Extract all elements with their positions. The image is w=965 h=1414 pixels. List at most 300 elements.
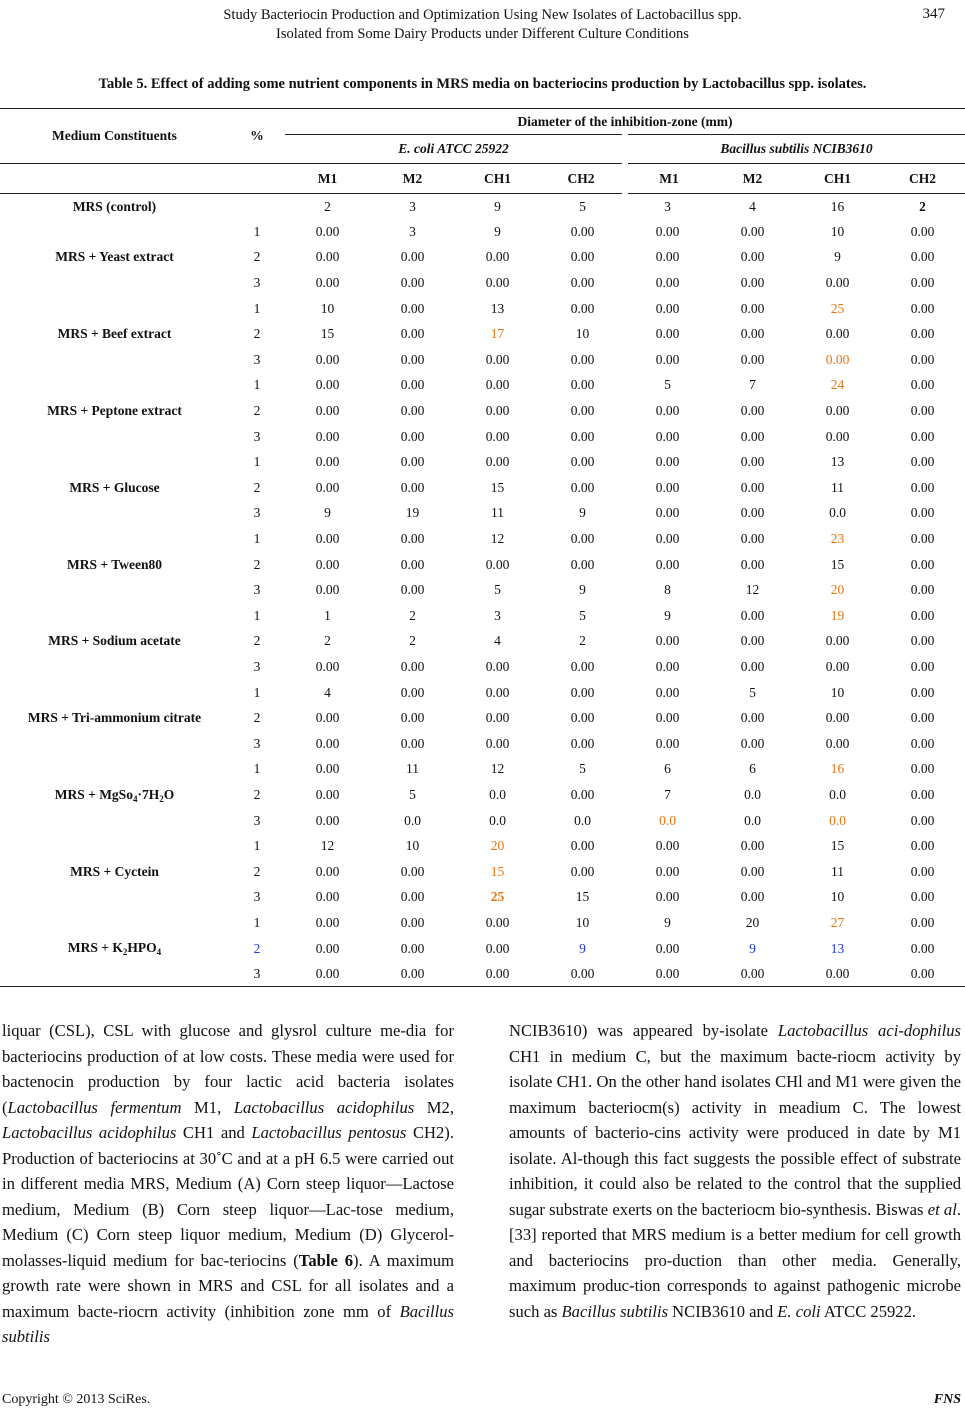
cell-value: 0.00 <box>825 351 850 367</box>
cell-value: 20 <box>830 582 845 598</box>
percent-cell: 3 <box>253 505 261 521</box>
percent-cell: 2 <box>253 249 261 265</box>
percent-cell: 1 <box>253 838 261 854</box>
cell-value: 20 <box>490 838 505 854</box>
cell-value: 13 <box>830 940 845 956</box>
percent-cell: 1 <box>253 377 261 393</box>
cell-value: 0.00 <box>910 582 935 598</box>
cell-value: 0.00 <box>655 300 680 316</box>
cell-value: 0.00 <box>315 735 340 751</box>
medium-name: MRS + $K_2HPO_4$ <box>0 910 229 987</box>
cell-value: 0.00 <box>655 249 680 265</box>
cell-value: 15 <box>320 326 335 342</box>
percent-cell: 3 <box>229 961 285 987</box>
cell-value: 7 <box>749 377 756 393</box>
cell-value: 16 <box>830 761 845 777</box>
percent-cell: 3 <box>253 428 261 444</box>
percent-cell: 3 <box>253 889 261 905</box>
cell-value: 9 <box>749 940 756 956</box>
cell-value: 20 <box>745 914 760 930</box>
cell-value: 0.00 <box>910 377 935 393</box>
table-body <box>0 194 965 987</box>
body-text-left-column <box>2 1018 454 1350</box>
percent-cell: 2 <box>253 326 261 342</box>
medium-name: MRS + Sodium acetate <box>48 633 181 649</box>
cell-value: 9 <box>664 914 671 930</box>
cell-value: 9 <box>494 198 501 214</box>
cell-value: 11 <box>406 761 419 777</box>
cell-value: 0.00 <box>910 454 935 470</box>
cell-value: 3 <box>664 198 671 214</box>
percent-cell: 2 <box>253 633 261 649</box>
cell-value: 11 <box>831 479 844 495</box>
cell-value: 0.00 <box>315 710 340 726</box>
inhibition-zone-header: Diameter of the inhibition-zone (mm) <box>285 109 965 135</box>
percent-cell: 1 <box>253 914 261 930</box>
cell-value: 0.00 <box>655 505 680 521</box>
organism-ecoli-header: E. coli ATCC 25922 <box>285 135 625 164</box>
cell-value: 0.00 <box>910 300 935 316</box>
percent-cell <box>229 194 285 220</box>
cell-value: 0.00 <box>400 428 425 444</box>
cell-value: 0.00 <box>400 326 425 342</box>
medium-name: MRS + Cyctein <box>70 863 159 879</box>
cell-value: 0.00 <box>315 582 340 598</box>
cell-value: 0.00 <box>400 531 425 547</box>
cell-value: 0.00 <box>910 223 935 239</box>
cell-value: 11 <box>491 505 504 521</box>
cell-value: 0.00 <box>825 658 850 674</box>
cell-value: 0.00 <box>570 223 595 239</box>
cell-value: 0.00 <box>570 479 595 495</box>
isolate-header-ch2: CH2 <box>540 164 625 194</box>
percent-cell: 2 <box>253 556 261 572</box>
cell-value: 0.00 <box>740 275 765 291</box>
cell-value: 0.00 <box>570 403 595 419</box>
cell-value: 0.00 <box>740 428 765 444</box>
cell-value: 0.00 <box>910 326 935 342</box>
cell-value: 0.00 <box>740 710 765 726</box>
cell-value: 0.00 <box>400 377 425 393</box>
cell-value: 9 <box>834 249 841 265</box>
cell-value: 4 <box>494 633 501 649</box>
percent-cell: 3 <box>253 351 261 367</box>
cell-value: 2 <box>919 198 926 214</box>
cell-value: 0.00 <box>570 863 595 879</box>
cell-value: 10 <box>320 300 335 316</box>
cell-value: 0.00 <box>485 351 510 367</box>
medium-name: MRS + Beef extract <box>57 326 172 342</box>
percent-cell: 2 <box>253 710 261 726</box>
table-caption: Table 5. Effect of adding some nutrient components in MRS media on bacteriocins production by Lactobacillus spp. isolates. <box>98 76 867 92</box>
cell-value: 0.00 <box>740 838 765 854</box>
cell-value: 0.00 <box>485 710 510 726</box>
cell-value: 0.00 <box>910 735 935 751</box>
table-row <box>0 449 965 475</box>
cell-value: 0.00 <box>315 531 340 547</box>
table-row <box>0 373 965 399</box>
cell-value: 0.00 <box>825 403 850 419</box>
cell-value: 0.00 <box>400 300 425 316</box>
cell-value: 0.00 <box>740 531 765 547</box>
cell-value: 0.00 <box>570 710 595 726</box>
cell-value: 0.00 <box>740 223 765 239</box>
cell-value: 16 <box>830 198 845 214</box>
col-percent-header: % <box>229 109 285 164</box>
isolate-header-row <box>0 164 965 194</box>
cell-value: 0.00 <box>370 961 455 987</box>
cell-value: 0.00 <box>315 658 340 674</box>
percent-cell: 3 <box>253 275 261 291</box>
cell-value: 0.00 <box>570 735 595 751</box>
cell-value: 0.00 <box>910 940 935 956</box>
cell-value: 0.00 <box>315 223 340 239</box>
cell-value: 9 <box>324 505 331 521</box>
cell-value: 10 <box>830 223 845 239</box>
medium-name: MRS + Peptone extract <box>47 403 182 419</box>
cell-value: 0.00 <box>400 275 425 291</box>
cell-value: 0.00 <box>910 531 935 547</box>
cell-value: 0.00 <box>910 658 935 674</box>
cell-value: 0.00 <box>315 556 340 572</box>
cell-value: 0.00 <box>655 658 680 674</box>
cell-value: 0.00 <box>315 351 340 367</box>
cell-value: 0.00 <box>570 377 595 393</box>
body-paragraph-right: NCIB3610) was appeared by-isolate Lactobacillus aci-dophilus CH1 in medium C, but the maximum bacte-riocm activity by isolate CH1. On the other hand isolates CHl and M1 were given the maximum bacteriocm(s) activity in meadium C. The lowest amounts of bacterio-cins activity were produced in date by M1 isolate. Al-though this fact suggests the possible effect of substrate inhibition, it could also be related to the control that the supplied sugar substrate exerts on the bacteriocm bio-synthesis. Biswas et al. [33] reported that MRS medium is a better medium for cell growth and bacteriocins pro-duction than other media. Generally, maximum produc-tion corresponds to against pathogenic microbe such as Bacillus subtilis NCIB3610 and E. coli ATCC 25922. <box>509 1021 962 1321</box>
percent-cell: 1 <box>253 607 261 623</box>
cell-value: 25 <box>490 889 505 905</box>
cell-value: 0.00 <box>570 556 595 572</box>
cell-value: 5 <box>494 582 501 598</box>
cell-value: 0.00 <box>540 961 625 987</box>
cell-value: 0.00 <box>825 326 850 342</box>
cell-value: 0.00 <box>910 761 935 777</box>
cell-value: 3 <box>494 607 501 623</box>
cell-value: 19 <box>830 607 845 623</box>
cell-value: 0.00 <box>910 403 935 419</box>
journal-abbrev: FNS <box>933 1392 961 1407</box>
cell-value: 0.0 <box>829 786 846 802</box>
cell-value: 2 <box>579 633 586 649</box>
cell-value: 10 <box>830 684 845 700</box>
cell-value: 10 <box>575 326 590 342</box>
cell-value: 12 <box>490 531 505 547</box>
cell-value: 0.00 <box>880 961 965 987</box>
cell-value: 0.00 <box>740 735 765 751</box>
cell-value: 0.00 <box>740 454 765 470</box>
cell-value: 0.0 <box>404 812 421 828</box>
table-row <box>0 296 965 322</box>
cell-value: 12 <box>320 838 335 854</box>
cell-value: 7 <box>664 786 671 802</box>
cell-value: 0.00 <box>570 275 595 291</box>
cell-value: 0.00 <box>570 428 595 444</box>
cell-value: 0.00 <box>400 889 425 905</box>
cell-value: 15 <box>490 479 505 495</box>
cell-value: 0.0 <box>574 812 591 828</box>
cell-value: 2 <box>324 633 331 649</box>
table-row <box>0 526 965 552</box>
cell-value: 0.00 <box>570 351 595 367</box>
percent-cell: 1 <box>253 300 261 316</box>
cell-value: 0.0 <box>829 812 846 828</box>
cell-value: 10 <box>830 889 845 905</box>
cell-value: 0.00 <box>400 710 425 726</box>
results-table <box>0 108 965 987</box>
cell-value: 0.00 <box>570 249 595 265</box>
cell-value: 0.00 <box>655 940 680 956</box>
cell-value: 0.0 <box>659 812 676 828</box>
cell-value: 0.00 <box>740 249 765 265</box>
cell-value: 0.00 <box>315 377 340 393</box>
running-header <box>0 6 965 44</box>
body-paragraph-left: liquar (CSL), CSL with glucose and glysrol culture me-dia for bacteriocins production of at low costs. These media were used for bactenocin production by four lactic acid bacteria isolates (Lactobacillus fermentum M1, Lactobacillus acidophilus M2, Lactobacillus acidophilus CH1 and Lactobacillus pentosus CH2). Production of bacteriocins at 30˚C and at a pH 6.5 were carried out in different media MRS, Medium (A) Corn steep liquor—Lactose medium, Medium (B) Corn steep liquor—Lac-tose medium, Medium (C) Corn steep liquor medium, Medium (D) Glycerol-molasses-liquid medium for bac-teriocins (Table 6). A maximum growth rate were shown in MRS and CSL for all isolates and a maximum bacte-riocrn activity (inhibition zone mm of Bacillus subtilis <box>2 1021 454 1346</box>
cell-value: 0.00 <box>740 326 765 342</box>
cell-value: 0.00 <box>485 275 510 291</box>
cell-value: 0.00 <box>400 863 425 879</box>
percent-cell: 3 <box>253 582 261 598</box>
cell-value: 0.00 <box>485 658 510 674</box>
table-row <box>0 219 965 245</box>
percent-cell: 2 <box>253 403 261 419</box>
cell-value: 0.00 <box>910 249 935 265</box>
cell-value: 0.00 <box>570 684 595 700</box>
cell-value: 4 <box>324 684 331 700</box>
cell-value: 3 <box>409 198 416 214</box>
cell-value: 0.00 <box>910 684 935 700</box>
cell-value: 0.00 <box>400 914 425 930</box>
cell-value: 0.00 <box>285 961 370 987</box>
cell-value: 0.00 <box>455 961 540 987</box>
cell-value: 0.00 <box>315 863 340 879</box>
medium-name: MRS (control) <box>72 198 157 214</box>
cell-value: 0.00 <box>655 223 680 239</box>
percent-cell: 3 <box>253 735 261 751</box>
cell-value: 0.0 <box>489 812 506 828</box>
cell-value: 23 <box>830 531 845 547</box>
cell-value: 0.00 <box>825 275 850 291</box>
medium-name: MRS + Tri-ammonium citrate <box>27 710 202 726</box>
cell-value: 13 <box>830 454 845 470</box>
medium-name: MRS + Yeast extract <box>55 249 174 265</box>
cell-value: 0.0 <box>744 786 761 802</box>
cell-value: 15 <box>830 838 845 854</box>
cell-value: 0.00 <box>655 326 680 342</box>
cell-value: 0.00 <box>910 505 935 521</box>
page-number: 347 <box>922 6 945 22</box>
cell-value: 9 <box>579 582 586 598</box>
cell-value: 0.00 <box>570 786 595 802</box>
cell-value: 0.00 <box>740 633 765 649</box>
header-line-2: Isolated from Some Dairy Products under Different Culture Conditions <box>276 26 689 42</box>
cell-value: 0.00 <box>485 403 510 419</box>
cell-value: 0.00 <box>400 249 425 265</box>
cell-value: 0.00 <box>315 403 340 419</box>
cell-value: 5 <box>749 684 756 700</box>
cell-value: 0.00 <box>400 479 425 495</box>
cell-value: 0.00 <box>795 961 880 987</box>
header-line-1: Study Bacteriocin Production and Optimization Using New Isolates of Lactobacillus spp. <box>223 7 742 23</box>
cell-value: 0.00 <box>740 300 765 316</box>
cell-value: 12 <box>745 582 760 598</box>
cell-value: 19 <box>405 505 420 521</box>
cell-value: 0.00 <box>910 863 935 879</box>
organism-bacillus-header: Bacillus subtilis NCIB3610 <box>625 135 965 164</box>
cell-value: 0.00 <box>485 684 510 700</box>
cell-value: 9 <box>579 940 586 956</box>
percent-cell: 1 <box>253 223 261 239</box>
cell-value: 0.00 <box>570 454 595 470</box>
cell-value: 0.00 <box>655 735 680 751</box>
cell-value: 0.00 <box>570 531 595 547</box>
cell-value: 0.00 <box>315 428 340 444</box>
percent-cell: 1 <box>253 454 261 470</box>
cell-value: 6 <box>664 761 671 777</box>
cell-value: 0.00 <box>485 940 510 956</box>
isolate-header-m2: M2 <box>710 164 795 194</box>
isolate-header-m1: M1 <box>285 164 370 194</box>
cell-value: 0.00 <box>400 454 425 470</box>
cell-value: 0.00 <box>825 710 850 726</box>
cell-value: 13 <box>490 300 505 316</box>
col-medium-header: Medium Constituents <box>0 109 229 164</box>
cell-value: 0.00 <box>910 812 935 828</box>
percent-cell: 3 <box>253 658 261 674</box>
cell-value: 5 <box>409 786 416 802</box>
cell-value: 0.00 <box>400 940 425 956</box>
cell-value: 10 <box>575 914 590 930</box>
cell-value: 15 <box>575 889 590 905</box>
cell-value: 0.00 <box>910 889 935 905</box>
cell-value: 0.00 <box>400 684 425 700</box>
cell-value: 3 <box>409 223 416 239</box>
cell-value: 0.00 <box>740 607 765 623</box>
cell-value: 0.00 <box>485 454 510 470</box>
cell-value: 0.00 <box>740 479 765 495</box>
percent-cell: 2 <box>253 479 261 495</box>
cell-value: 2 <box>409 633 416 649</box>
isolate-header-ch2: CH2 <box>880 164 965 194</box>
table-row <box>0 680 965 706</box>
medium-name: MRS + Glucose <box>69 479 160 495</box>
cell-value: 0.00 <box>825 735 850 751</box>
percent-cell: 2 <box>253 786 261 802</box>
cell-value: 0.0 <box>489 786 506 802</box>
cell-value: 0.00 <box>655 710 680 726</box>
cell-value: 9 <box>579 505 586 521</box>
cell-value: 0.00 <box>315 812 340 828</box>
cell-value: 17 <box>490 326 505 342</box>
table-row <box>0 757 965 783</box>
cell-value: 0.00 <box>655 633 680 649</box>
percent-cell: 1 <box>253 684 261 700</box>
body-text-right-column <box>509 1018 961 1324</box>
cell-value: 0.00 <box>315 275 340 291</box>
cell-value: 0.00 <box>655 838 680 854</box>
cell-value: 9 <box>664 607 671 623</box>
cell-value: 0.00 <box>910 275 935 291</box>
cell-value: 0.00 <box>655 556 680 572</box>
cell-value: 0.00 <box>740 351 765 367</box>
cell-value: 0.00 <box>485 249 510 265</box>
cell-value: 0.00 <box>655 531 680 547</box>
percent-cell: 1 <box>253 531 261 547</box>
cell-value: 0.00 <box>740 505 765 521</box>
isolate-header-m1: M1 <box>625 164 710 194</box>
percent-cell: 3 <box>253 812 261 828</box>
cell-value: 0.00 <box>740 658 765 674</box>
cell-value: 0.00 <box>910 351 935 367</box>
cell-value: 0.00 <box>315 940 340 956</box>
cell-value: 4 <box>749 198 756 214</box>
table-row <box>0 833 965 859</box>
cell-value: 0.00 <box>910 786 935 802</box>
cell-value: 0.00 <box>570 658 595 674</box>
cell-value: 1 <box>324 607 331 623</box>
cell-value: 8 <box>664 582 671 598</box>
cell-value: 0.00 <box>400 735 425 751</box>
cell-value: 0.00 <box>485 556 510 572</box>
percent-cell: 2 <box>253 940 261 956</box>
cell-value: 12 <box>490 761 505 777</box>
cell-value: 0.00 <box>400 351 425 367</box>
cell-value: 0.00 <box>485 914 510 930</box>
cell-value: 0.00 <box>315 761 340 777</box>
cell-value: 0.00 <box>485 735 510 751</box>
cell-value: 0.00 <box>910 838 935 854</box>
table-row <box>0 603 965 629</box>
cell-value: 0.00 <box>655 403 680 419</box>
cell-value: 0.00 <box>655 275 680 291</box>
cell-value: 0.00 <box>910 633 935 649</box>
cell-value: 0.00 <box>570 300 595 316</box>
cell-value: 10 <box>405 838 420 854</box>
isolate-header-m2: M2 <box>370 164 455 194</box>
cell-value: 0.00 <box>910 710 935 726</box>
isolate-header-ch1: CH1 <box>795 164 880 194</box>
cell-value: 2 <box>409 607 416 623</box>
cell-value: 0.00 <box>655 889 680 905</box>
cell-value: 0.00 <box>910 607 935 623</box>
cell-value: 9 <box>494 223 501 239</box>
cell-value: 0.00 <box>485 377 510 393</box>
isolate-header-ch1: CH1 <box>455 164 540 194</box>
cell-value: 0.00 <box>740 863 765 879</box>
cell-value: 0.0 <box>829 505 846 521</box>
copyright-footer: Copyright © 2013 SciRes. <box>2 1392 151 1407</box>
cell-value: 0.00 <box>400 658 425 674</box>
cell-value: 6 <box>749 761 756 777</box>
cell-value: 0.00 <box>710 961 795 987</box>
medium-name: MRS + Tween80 <box>67 556 162 572</box>
cell-value: 0.00 <box>910 556 935 572</box>
cell-value: 24 <box>830 377 845 393</box>
cell-value: 0.00 <box>625 961 710 987</box>
table-row-control <box>0 194 965 220</box>
percent-cell: 1 <box>253 761 261 777</box>
cell-value: 0.00 <box>570 838 595 854</box>
cell-value: 5 <box>579 607 586 623</box>
medium-name: MRS + $MgSo_4\cdot 7H_2O$ <box>54 786 175 804</box>
cell-value: 0.00 <box>315 454 340 470</box>
cell-value: 5 <box>579 198 586 214</box>
cell-value: 25 <box>830 300 845 316</box>
cell-value: 2 <box>324 198 331 214</box>
cell-value: 0.00 <box>655 428 680 444</box>
cell-value: 5 <box>579 761 586 777</box>
cell-value: 0.00 <box>740 889 765 905</box>
table-row <box>0 910 965 936</box>
